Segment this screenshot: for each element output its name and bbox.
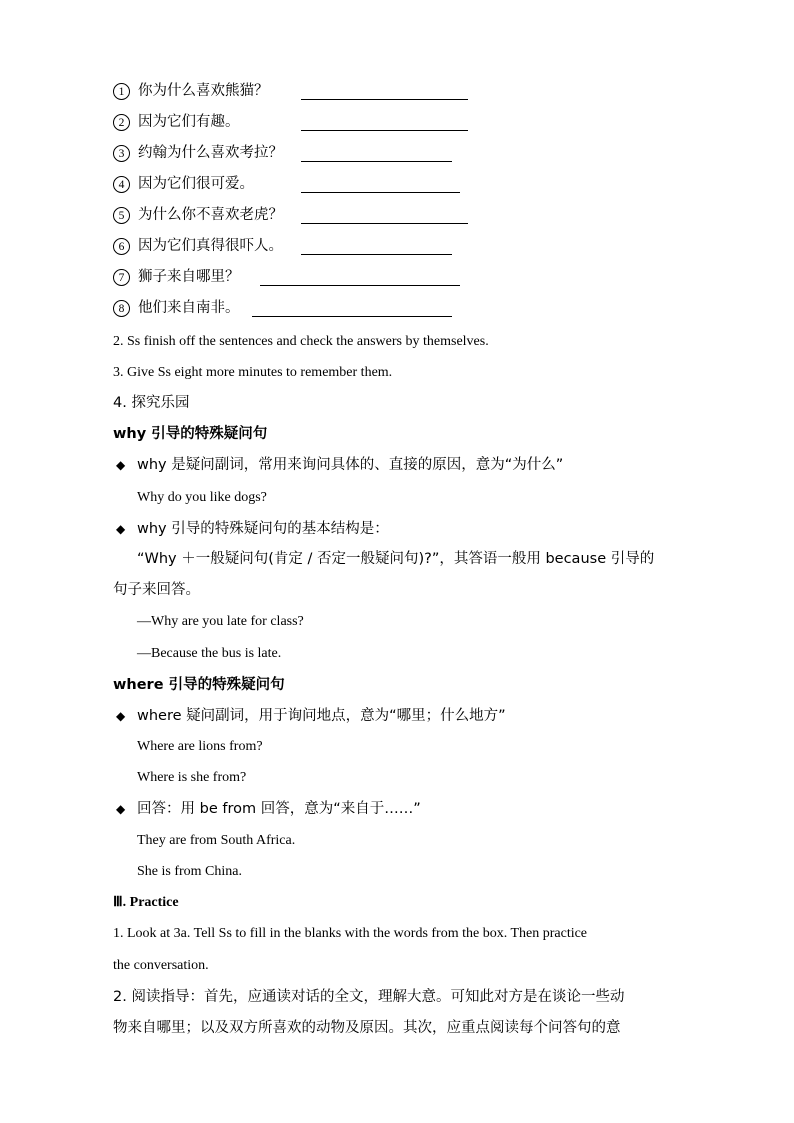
diamond-bullet-icon: ◆ [116,802,126,816]
answer-blank-1[interactable] [301,99,468,100]
exercise-item-6 [113,237,283,255]
step-3-text: 3. Give Ss eight more minutes to remember them. [113,365,393,380]
circled-number: 6 [113,238,130,255]
answer-blank-2[interactable] [301,130,468,131]
exercise-item-7 [113,268,240,286]
exercise-text: 因为它们很可爱。 [138,176,254,192]
answer-blank-7[interactable] [260,285,460,286]
exercise-item-5 [113,206,283,224]
practice-step-1-line-1: 1. Look at 3a. Tell Ss to fill in the blanks with the words from the box. Then practice [113,926,588,941]
where-example-1: Where are lions from? [137,739,263,754]
circled-number: 7 [113,269,130,286]
exercise-item-8 [113,299,240,317]
why-structure-line-2: 句子来回答。 [113,582,200,598]
answer-blank-8[interactable] [252,316,452,317]
exercise-text: 因为它们真得很吓人。 [138,238,283,254]
exercise-text: 他们来自南非。 [138,300,240,316]
answer-blank-6[interactable] [301,254,452,255]
circled-number: 2 [113,114,130,131]
circled-number: 4 [113,176,130,193]
where-example-2: Where is she from? [137,770,247,785]
exercise-item-3 [113,144,283,162]
step-2-text: 2. Ss finish off the sentences and check the answers by themselves. [113,334,489,349]
exercise-text: 因为它们有趣。 [138,114,240,130]
diamond-bullet-icon: ◆ [116,709,126,723]
where-bullet-2: 回答：用 be from 回答，意为“来自于……” [137,801,421,817]
exercise-text: 狮子来自哪里？ [138,269,240,285]
why-bullet-1: why 是疑问副词，常用来询问具体的、直接的原因，意为“为什么” [137,457,564,473]
why-example-1: Why do you like dogs? [137,490,267,505]
circled-number: 3 [113,145,130,162]
exercise-text: 约翰为什么喜欢考拉？ [138,145,283,161]
why-question-example: —Why are you late for class? [137,614,304,629]
circled-number: 5 [113,207,130,224]
circled-number: 8 [113,300,130,317]
where-example-4: She is from China. [137,864,242,879]
where-bullet-1: where 疑问副词，用于询问地点，意为“哪里；什么地方” [137,708,506,724]
diamond-bullet-icon: ◆ [116,458,126,472]
exercise-text: 你为什么喜欢熊猫？ [138,83,269,99]
practice-heading: Ⅲ. Practice [113,895,179,910]
circled-number: 1 [113,83,130,100]
exercise-item-1 [113,82,269,100]
exercise-item-2 [113,113,240,131]
diamond-bullet-icon: ◆ [116,522,126,536]
why-structure-line-1: “Why ＋一般疑问句(肯定 / 否定一般疑问句)?”，其答语一般用 because 引导的 [137,551,655,567]
why-answer-example: —Because the bus is late. [137,646,282,661]
answer-blank-4[interactable] [301,192,460,193]
why-bullet-2: why 引导的特殊疑问句的基本结构是： [137,521,389,537]
answer-blank-3[interactable] [301,161,452,162]
why-section-heading: why 引导的特殊疑问句 [113,426,268,442]
step-4-heading: 4. 探究乐园 [113,395,190,411]
practice-step-2-line-1: 2. 阅读指导：首先，应通读对话的全文，理解大意。可知此对方是在谈论一些动 [113,989,625,1005]
where-example-3: They are from South Africa. [137,833,296,848]
practice-step-1-line-2: the conversation. [113,958,209,973]
exercise-item-4 [113,175,254,193]
answer-blank-5[interactable] [301,223,468,224]
practice-step-2-line-2: 物来自哪里；以及双方所喜欢的动物及原因。其次，应重点阅读每个问答句的意 [113,1020,621,1036]
exercise-text: 为什么你不喜欢老虎？ [138,207,283,223]
where-section-heading: where 引导的特殊疑问句 [113,677,285,693]
